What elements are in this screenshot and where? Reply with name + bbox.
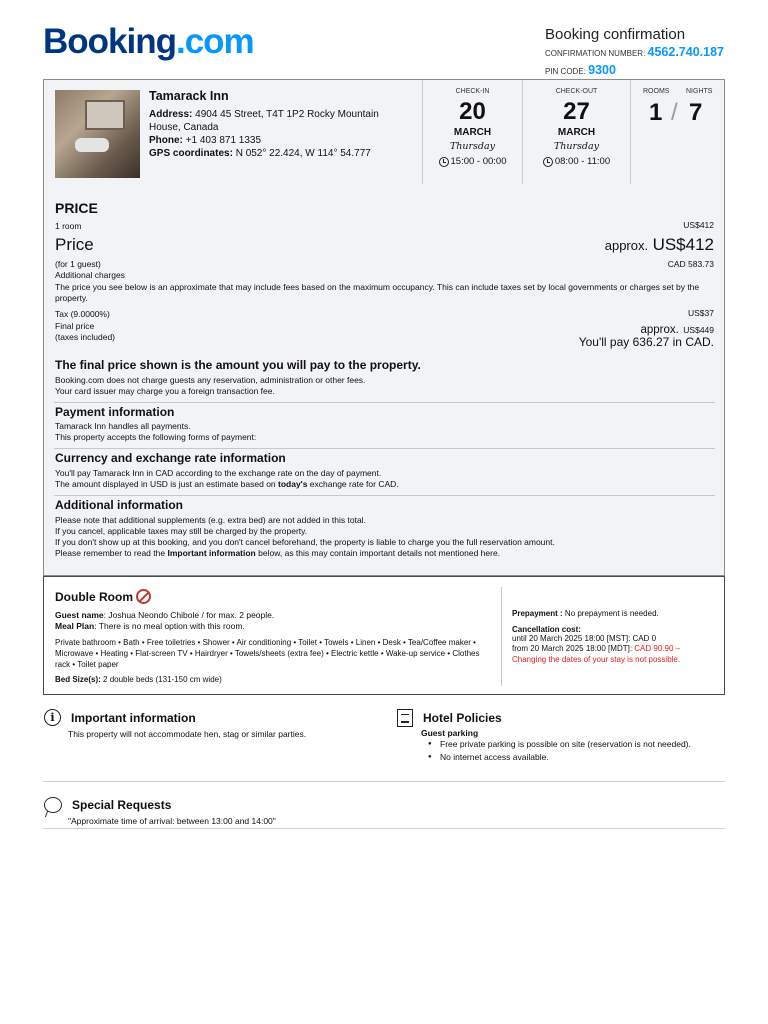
final-price-sub: (taxes included) — [55, 332, 116, 342]
hotel-name: Tamarack Inn — [149, 89, 229, 103]
gps-label: GPS coordinates: — [149, 148, 233, 159]
confirmation-block — [545, 26, 724, 80]
additional-line1: Please note that additional supplements (e.g. extra bed) are not added in this total. — [55, 515, 366, 525]
additional-line4 — [55, 548, 715, 559]
checkin-time-value: 15:00 - 00:00 — [450, 156, 507, 167]
pin-code-row — [545, 62, 724, 80]
special-requests-title: Special Requests — [72, 798, 172, 812]
divider — [54, 402, 715, 403]
prepayment — [512, 609, 722, 620]
checkout-time-value: 08:00 - 11:00 — [554, 156, 611, 167]
currency-title: Currency and exchange rate information — [55, 451, 286, 465]
cancellation-line2-text: from 20 March 2025 18:00 [MDT]: — [512, 644, 635, 653]
checkin-day: 20 — [459, 98, 486, 125]
pin-code-label: PIN CODE: — [545, 67, 586, 76]
checkout-column — [522, 80, 630, 184]
hotel-policies-title: Hotel Policies — [423, 711, 502, 725]
currency-line1: You'll pay Tamarack Inn in CAD according to the exchange rate on the day of payment. — [55, 468, 382, 478]
room-column-divider — [501, 587, 502, 686]
rooms-nights-column — [630, 80, 726, 184]
checkout-month: MARCH — [557, 127, 596, 138]
confirmation-number: 4562.740.187 — [647, 45, 724, 59]
divider — [54, 495, 715, 496]
price-usd: US$412 — [652, 235, 714, 254]
room-count: 1 room — [55, 221, 82, 231]
tax-value: US$37 — [688, 308, 714, 318]
tax-label: Tax (9.0000%) — [55, 309, 110, 319]
clock-icon — [543, 157, 553, 167]
hotel-photo — [55, 90, 140, 178]
section-divider — [43, 828, 725, 829]
hotel-policies-heading — [397, 709, 502, 727]
checkout-time — [523, 156, 630, 167]
meal-plan-value: : There is no meal option with this room. — [94, 621, 245, 631]
no-smoking-icon — [136, 589, 151, 604]
rooms-nights-separator: / — [671, 99, 678, 126]
payment-line1: Tamarack Inn handles all payments. — [55, 421, 191, 431]
checkin-label: CHECK-IN — [455, 88, 490, 95]
confirmation-title: Booking confirmation — [545, 26, 686, 43]
bed-size-label: Bed Size(s): — [55, 675, 101, 684]
checkin-column — [422, 80, 522, 184]
logo-text-com: .com — [175, 22, 254, 61]
booking-logo — [43, 22, 254, 62]
confirmation-number-label: CONFIRMATION NUMBER: — [545, 49, 646, 58]
room-amenities: Private bathroom • Bath • Free toiletries • Shower • Air conditioning • Toilet • Towels • Linen • Desk • Tea/Coffee maker • Microwave • Heating • Flat-screen TV • Hairdryer • Towels/sheets (extra fee) • Electric kettle • Wake-up service • Clothes rack • Toilet paper — [55, 638, 480, 669]
checkout-label: CHECK-OUT — [555, 88, 598, 95]
checkin-month: MARCH — [453, 127, 492, 138]
parking-policy-list — [428, 738, 691, 764]
currency-line2-end: exchange rate for CAD. — [307, 479, 399, 489]
currency-line2-text: The amount displayed in USD is just an estimate based on — [55, 479, 279, 489]
meal-plan-label: Meal Plan — [55, 621, 95, 631]
final-notice-line1: Booking.com does not charge guests any reservation, administration or other fees. — [55, 375, 366, 385]
checkout-day: 27 — [563, 98, 590, 125]
section-divider — [43, 781, 725, 782]
final-notice-line2: Your card issuer may charge you a foreign transaction fee. — [55, 386, 275, 396]
checkout-weekday: Thursday — [553, 141, 600, 152]
rooms-count: 1 — [649, 99, 663, 126]
important-info-heading — [44, 709, 196, 726]
nights-label: NIGHTS — [686, 88, 713, 95]
price-approx — [605, 235, 714, 255]
address-value: 4904 45 Street, T4T 1P2 Rocky Mountain House, Canada — [149, 109, 379, 133]
additional-line4-end: below, as this may contain important details not mentioned here. — [255, 548, 501, 558]
additional-info-title: Additional information — [55, 498, 183, 512]
document-icon — [397, 709, 413, 727]
phone-label: Phone: — [149, 135, 183, 146]
checkin-time — [423, 156, 522, 167]
gps-value: N 052° 22.424, W 114° 54.777 — [235, 148, 371, 159]
final-notice-title: The final price shown is the amount you will pay to the property. — [55, 358, 421, 372]
additional-line2: If you cancel, applicable taxes may still be charged by the property. — [55, 526, 308, 536]
price-cad: CAD 583.73 — [667, 259, 714, 269]
meal-plan — [55, 621, 485, 632]
important-info-title: Important information — [71, 710, 196, 725]
payment-line2: This property accepts the following forms of payment: — [55, 432, 257, 442]
room-title — [55, 589, 151, 604]
room-details-box — [43, 576, 725, 695]
bed-size — [55, 674, 485, 685]
payment-title: Payment information — [55, 405, 175, 419]
speech-bubble-icon — [44, 797, 62, 813]
currency-line2 — [55, 479, 715, 490]
pin-code: 9300 — [588, 63, 616, 77]
special-requests-text: "Approximate time of arrival: between 13:00 and 14:00" — [68, 816, 276, 826]
additional-line4-text: Please remember to read the — [55, 548, 168, 558]
confirmation-number-row — [545, 44, 724, 62]
list-item: ● No internet access available. — [428, 751, 691, 764]
checkin-weekday: Thursday — [449, 141, 496, 152]
date-change-notice: Changing the dates of your stay is not possible. — [512, 655, 681, 664]
logo-text-booking: Booking — [43, 22, 176, 61]
info-icon: i — [44, 709, 61, 726]
approx-label: approx. — [604, 238, 649, 253]
cancellation-line1: until 20 March 2025 18:00 [MST]: CAD 0 — [512, 634, 657, 643]
final-approx-label: approx. — [640, 324, 679, 336]
bed-size-value: 2 double beds (131-150 cm wide) — [100, 675, 222, 684]
cancellation-fee: CAD 90.90 – — [634, 644, 681, 653]
price-section-title: PRICE — [55, 200, 98, 216]
pay-note: You'll pay 636.27 in CAD. — [578, 335, 714, 349]
guest-name — [55, 610, 485, 621]
rooms-label: ROOMS — [643, 88, 670, 95]
prepayment-label: Prepayment : — [512, 609, 563, 618]
currency-line2-bold: today's — [278, 479, 308, 489]
cancellation-line2 — [512, 644, 722, 655]
phone-value: +1 403 871 1335 — [185, 135, 262, 146]
additional-line3: If you don't show up at this booking, and you don't cancel beforehand, the property is liable to charge you the full reservation amount. — [55, 537, 555, 547]
important-info-reference: Important information — [167, 548, 256, 558]
additional-charges-label: Additional charges — [55, 270, 125, 280]
hotel-phone — [149, 134, 399, 147]
important-info-text: This property will not accommodate hen, stag or similar parties. — [68, 729, 307, 739]
guest-count: (for 1 guest) — [55, 259, 101, 269]
price-disclaimer: The price you see below is an approximate that may include fees based on the maximum occupancy. This can include taxes set by local governments or charges set by the property. — [55, 282, 700, 303]
divider — [54, 448, 715, 449]
guest-name-value: : Joshua Neondo Chibole / for max. 2 people. — [103, 610, 275, 620]
price-label: Price — [55, 235, 94, 254]
room-price: US$412 — [683, 220, 714, 230]
clock-icon — [439, 157, 449, 167]
hotel-gps — [149, 147, 399, 160]
special-requests-heading — [44, 797, 171, 813]
final-price-label: Final price — [55, 321, 95, 331]
hotel-info — [149, 90, 399, 160]
final-price-value: US$449 — [683, 325, 714, 335]
address-label: Address: — [149, 109, 193, 120]
guest-parking-title: Guest parking — [421, 728, 479, 738]
hotel-address — [149, 108, 399, 134]
room-title-text: Double Room — [55, 589, 133, 604]
list-item: ● Free private parking is possible on site (reservation is not needed). — [428, 738, 691, 751]
prepayment-value: No prepayment is needed. — [562, 609, 659, 618]
cancellation-label: Cancellation cost: — [512, 625, 581, 634]
nights-count: 7 — [689, 99, 703, 126]
booking-details-box — [43, 79, 725, 576]
guest-name-label: Guest name — [55, 610, 104, 620]
